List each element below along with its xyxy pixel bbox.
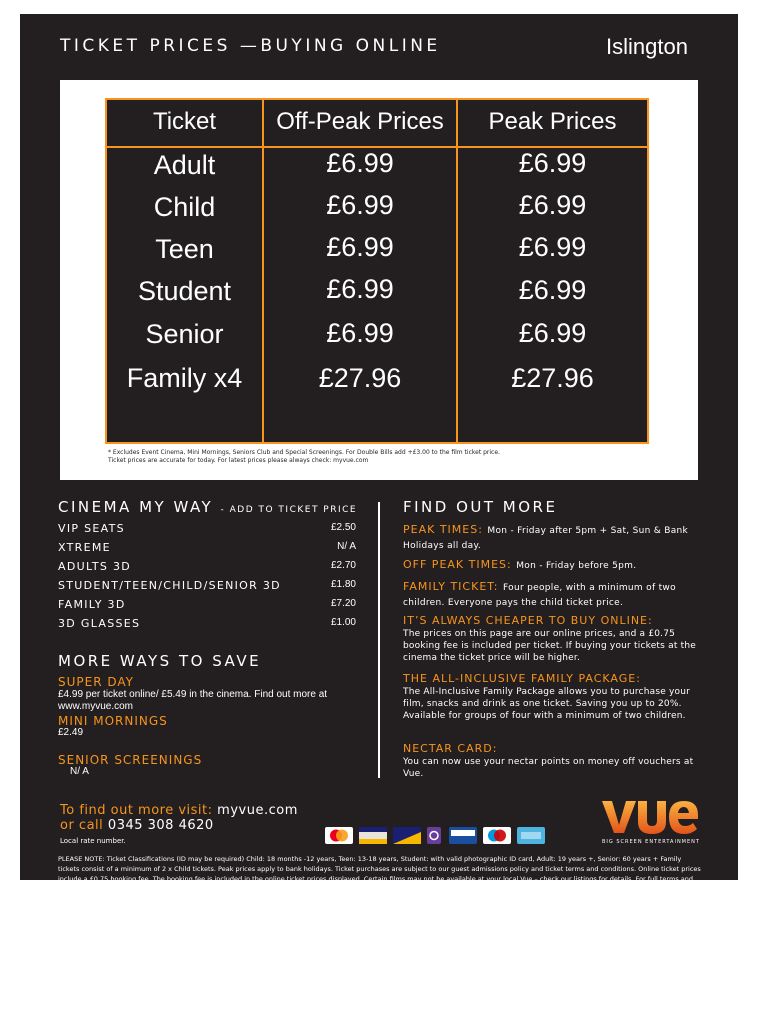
visa-electron-icon (449, 827, 477, 844)
payment-cards (325, 827, 545, 845)
extra-item-label: ADULTS 3D (58, 560, 132, 573)
row-off-peak-price: £6.99 (326, 190, 394, 220)
column-separator (378, 502, 380, 778)
visa-icon (359, 827, 387, 844)
extra-item-price: £1.80 (330, 579, 356, 590)
extra-item (58, 598, 356, 612)
mastercard-icon (325, 827, 353, 844)
extra-item (58, 522, 356, 536)
row-peak-price: £6.99 (518, 148, 587, 178)
visit-line (60, 803, 298, 818)
cinema-location: Islington (606, 34, 688, 59)
more-ways-title: MORE WAYS TO SAVE (58, 652, 262, 670)
visit-label: To find out more visit: (60, 803, 213, 818)
footnote-accuracy: Ticket prices are accurate for today. For latest prices please always check: myvue.com (108, 457, 369, 464)
legal-notice: PLEASE NOTE: Ticket Classifications (ID may be required) Child: 18 months -12 years, Teen: 13-18 years, Student: with valid photographic ID card, Adult: 19 years +, Senior: 60 years + Family tickets consist of a minimum of 2 x Child tickets. Peak prices apply to bank holidays. Ticket purchases are subject to our guest admissions policy and ticket terms and conditions. Online ticket prices include a £0.75 booking fee. The booking fee is included in the online ticket prices displayed. Certain films may not be available at your local Vue – check our listings for details. For full terms and conditions go to myvue.com/legal or ask a member of staff for details. (58, 855, 701, 893)
senior-screenings-heading: SENIOR SCREENINGS (58, 753, 203, 767)
local-rate-note: Local rate number. (60, 837, 126, 845)
switch-icon (517, 827, 545, 844)
extra-item-price: £1.00 (330, 617, 356, 628)
cinema-my-way-heading: CINEMA MY WAY (58, 498, 214, 516)
extra-item-price: N/ A (337, 541, 356, 552)
price-table-panel (60, 80, 698, 480)
extra-item-label: 3D GLASSES (58, 617, 141, 630)
phone-number[interactable]: 0345 308 4620 (107, 818, 214, 833)
header-ticket: Ticket (152, 108, 217, 135)
family-package-text: The All-Inclusive Family Package allows you to purchase your film, snacks and drink as one ticket. Saving you up to 20%. Available for groups of four with a minimum of two children. (403, 687, 691, 721)
peak-times-text: Mon - Friday after 5pm + Sat, Sun & Bank Holidays all day. (403, 526, 689, 551)
solo-icon (427, 827, 441, 844)
nectar-card-text: You can now use your nectar points on money off vouchers at Vue. (403, 757, 694, 779)
row-off-peak-price: £6.99 (326, 274, 394, 304)
cinema-my-way-title (58, 498, 357, 516)
extra-item-label: VIP SEATS (58, 522, 125, 535)
header-off-peak: Off-Peak Prices (276, 108, 444, 135)
footnote-exclusions: * Excludes Event Cinema, Mini Mornings, Seniors Club and Special Screenings. For Double Bills add +£3.00 to the film ticket price. (108, 449, 500, 456)
extra-item (58, 617, 356, 631)
cinema-my-way-subtitle: - ADD TO TICKET PRICE (220, 505, 358, 515)
call-label: or call (60, 818, 104, 833)
row-ticket-type: Family x4 (126, 363, 243, 393)
row-peak-price: £6.99 (518, 318, 587, 348)
price-table (105, 98, 649, 444)
super-day-text: £4.99 per ticket online/ £5.49 in the cinema. Find out more at www.myvue.com (58, 689, 328, 712)
row-off-peak-price: £27.96 (318, 363, 402, 393)
page-title: TICKET PRICES —BUYING ONLINE (60, 36, 441, 56)
row-ticket-type: Teen (155, 234, 214, 264)
row-peak-price: £6.99 (518, 232, 587, 262)
vue-logo (600, 797, 700, 837)
mini-mornings-heading: MINI MORNINGS (58, 714, 168, 728)
family-ticket-block (403, 580, 713, 610)
row-peak-price: £27.96 (511, 363, 594, 393)
off-peak-times-text: Mon - Friday before 5pm. (516, 561, 637, 571)
nectar-card-heading: NECTAR CARD: (403, 742, 498, 755)
price-poster (20, 14, 738, 893)
table-footnote (108, 449, 668, 465)
peak-times-block (403, 523, 713, 553)
find-out-more-title: FIND OUT MORE (403, 498, 558, 516)
row-peak-price: £6.99 (518, 190, 587, 220)
call-line (60, 818, 214, 833)
extra-item-price: £2.50 (330, 522, 356, 533)
extra-item (58, 541, 356, 555)
row-ticket-type: Student (137, 276, 232, 306)
family-ticket-heading: FAMILY TICKET: (403, 580, 499, 593)
extra-item-label: FAMILY 3D (58, 598, 126, 611)
extra-item-label: STUDENT/TEEN/CHILD/SENIOR 3D (58, 579, 281, 592)
cheaper-online-heading: IT’S ALWAYS CHEAPER TO BUY ONLINE: (403, 614, 653, 627)
senior-screenings-text: N/ A (70, 766, 89, 777)
row-off-peak-price: £6.99 (326, 148, 394, 178)
extra-item (58, 560, 356, 574)
row-ticket-type: Child (153, 192, 216, 222)
row-ticket-type: Senior (145, 319, 224, 349)
maestro-icon (483, 827, 511, 844)
peak-times-heading: PEAK TIMES: (403, 523, 483, 536)
mini-mornings-text: £2.49 (58, 727, 84, 738)
family-package-heading: THE ALL-INCLUSIVE FAMILY PACKAGE: (403, 672, 641, 685)
extra-item (58, 579, 356, 593)
row-peak-price: £6.99 (518, 275, 587, 305)
website-link[interactable]: myvue.com (217, 803, 298, 818)
cheaper-online-text: The prices on this page are our online prices, and a £0.75 booking fee is included per ticket. If buying your tickets at the cinema the ticket price will be higher. (403, 629, 696, 663)
extra-item-label: XTREME (58, 541, 111, 554)
brand-tagline: BIG SCREEN ENTERTAINMENT (602, 839, 700, 845)
extra-item-price: £2.70 (330, 560, 356, 571)
delta-icon (393, 827, 421, 844)
header-peak: Peak Prices (488, 108, 617, 135)
row-ticket-type: Adult (153, 150, 216, 180)
row-off-peak-price: £6.99 (326, 318, 394, 348)
row-off-peak-price: £6.99 (326, 232, 394, 262)
super-day-heading: SUPER DAY (58, 675, 135, 689)
extra-item-price: £7.20 (330, 598, 356, 609)
off-peak-times-block (403, 558, 713, 573)
family-ticket-text: Four people, with a minimum of two children. Everyone pays the child ticket price. (403, 583, 676, 608)
off-peak-times-heading: OFF PEAK TIMES: (403, 558, 512, 571)
